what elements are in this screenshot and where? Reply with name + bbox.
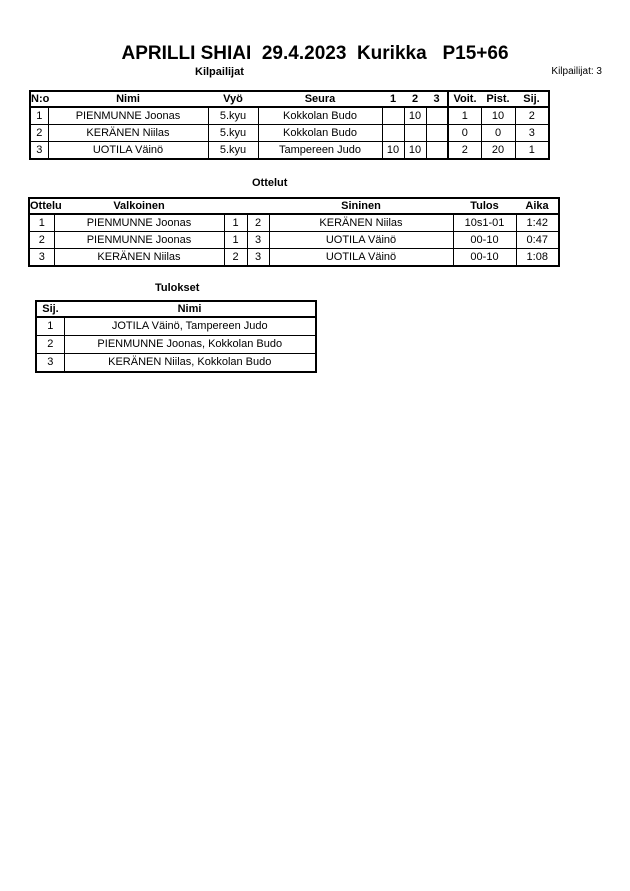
wins-value: 1 (448, 107, 481, 125)
result-name: JOTILA Väinö, Tampereen Judo (64, 317, 316, 336)
points-value: 20 (481, 142, 515, 160)
result-row (36, 317, 316, 336)
wins-value: 2 (448, 142, 481, 160)
white-player: KERÄNEN Niilas (54, 249, 224, 267)
blue-player-no: 2 (247, 214, 269, 232)
points-value: 10 (481, 107, 515, 125)
competitor-count-label: Kilpailijat: 3 (551, 66, 602, 77)
section-title-ottelut: Ottelut (252, 177, 288, 189)
col-header-belt: Vyö (208, 91, 258, 107)
blue-player-no: 3 (247, 249, 269, 267)
col-header-name: Nimi (48, 91, 208, 107)
match-no: 2 (29, 232, 54, 249)
match-row (29, 214, 559, 232)
competitors-header-row (30, 91, 549, 107)
match2-score: 10 (404, 142, 426, 160)
match-result: 00-10 (453, 249, 516, 267)
points-value: 0 (481, 125, 515, 142)
match-row (29, 232, 559, 249)
col-header-wins: Voit. (448, 91, 481, 107)
competitor-name: KERÄNEN Niilas (48, 125, 208, 142)
competitor-club: Kokkolan Budo (258, 125, 382, 142)
col-header-place: Sij. (36, 301, 64, 317)
col-header-club: Seura (258, 91, 382, 107)
results-table (35, 300, 317, 373)
match1-score: 10 (382, 142, 404, 160)
results-header-row (36, 301, 316, 317)
col-header-white: Valkoinen (54, 198, 224, 214)
col-header-time: Aika (516, 198, 559, 214)
col-header-white-no (224, 198, 247, 214)
result-row (36, 336, 316, 354)
competitor-club: Tampereen Judo (258, 142, 382, 160)
col-header-name: Nimi (64, 301, 316, 317)
match-no: 1 (29, 214, 54, 232)
competitor-club: Kokkolan Budo (258, 107, 382, 125)
match2-score: 10 (404, 107, 426, 125)
result-name: PIENMUNNE Joonas, Kokkolan Budo (64, 336, 316, 354)
col-header-blue-no (247, 198, 269, 214)
page-title: APRILLI SHIAI 29.4.2023 Kurikka P15+66 (121, 43, 509, 64)
result-place: 2 (36, 336, 64, 354)
white-player-no: 2 (224, 249, 247, 267)
wins-value: 0 (448, 125, 481, 142)
competitor-row (30, 107, 549, 125)
col-header-match-no: Ottelu (29, 198, 54, 214)
competitor-name: UOTILA Väinö (48, 142, 208, 160)
white-player: PIENMUNNE Joonas (54, 232, 224, 249)
white-player: PIENMUNNE Joonas (54, 214, 224, 232)
match-time: 1:08 (516, 249, 559, 267)
col-header-place: Sij. (515, 91, 549, 107)
match-no: 3 (29, 249, 54, 267)
result-place: 3 (36, 354, 64, 373)
match-time: 0:47 (516, 232, 559, 249)
competitor-belt: 5.kyu (208, 125, 258, 142)
place-value: 1 (515, 142, 549, 160)
col-header-match1: 1 (382, 91, 404, 107)
section-title-tulokset: Tulokset (155, 282, 200, 294)
blue-player: KERÄNEN Niilas (269, 214, 453, 232)
place-value: 3 (515, 125, 549, 142)
result-name: KERÄNEN Niilas, Kokkolan Budo (64, 354, 316, 373)
match1-score (382, 125, 404, 142)
blue-player-no: 3 (247, 232, 269, 249)
place-value: 2 (515, 107, 549, 125)
result-place: 1 (36, 317, 64, 336)
match-row (29, 249, 559, 267)
section-title-kilpailijat: Kilpailijat (195, 66, 244, 78)
competitor-no: 1 (30, 107, 48, 125)
col-header-no: N:o (30, 91, 48, 107)
col-header-result: Tulos (453, 198, 516, 214)
result-row (36, 354, 316, 373)
match1-score (382, 107, 404, 125)
match-result: 10s1-01 (453, 214, 516, 232)
white-player-no: 1 (224, 232, 247, 249)
matches-table (28, 197, 560, 267)
competitors-table (29, 90, 550, 160)
competitor-no: 2 (30, 125, 48, 142)
match-time: 1:42 (516, 214, 559, 232)
match3-score (426, 142, 448, 160)
match3-score (426, 125, 448, 142)
competitor-name: PIENMUNNE Joonas (48, 107, 208, 125)
match-result: 00-10 (453, 232, 516, 249)
col-header-match3: 3 (426, 91, 448, 107)
blue-player: UOTILA Väinö (269, 232, 453, 249)
competitor-belt: 5.kyu (208, 142, 258, 160)
match2-score (404, 125, 426, 142)
col-header-points: Pist. (481, 91, 515, 107)
blue-player: UOTILA Väinö (269, 249, 453, 267)
col-header-match2: 2 (404, 91, 426, 107)
competitor-row (30, 142, 549, 160)
matches-header-row (29, 198, 559, 214)
competitor-no: 3 (30, 142, 48, 160)
competitor-row (30, 125, 549, 142)
white-player-no: 1 (224, 214, 247, 232)
match3-score (426, 107, 448, 125)
col-header-blue: Sininen (269, 198, 453, 214)
competitor-belt: 5.kyu (208, 107, 258, 125)
